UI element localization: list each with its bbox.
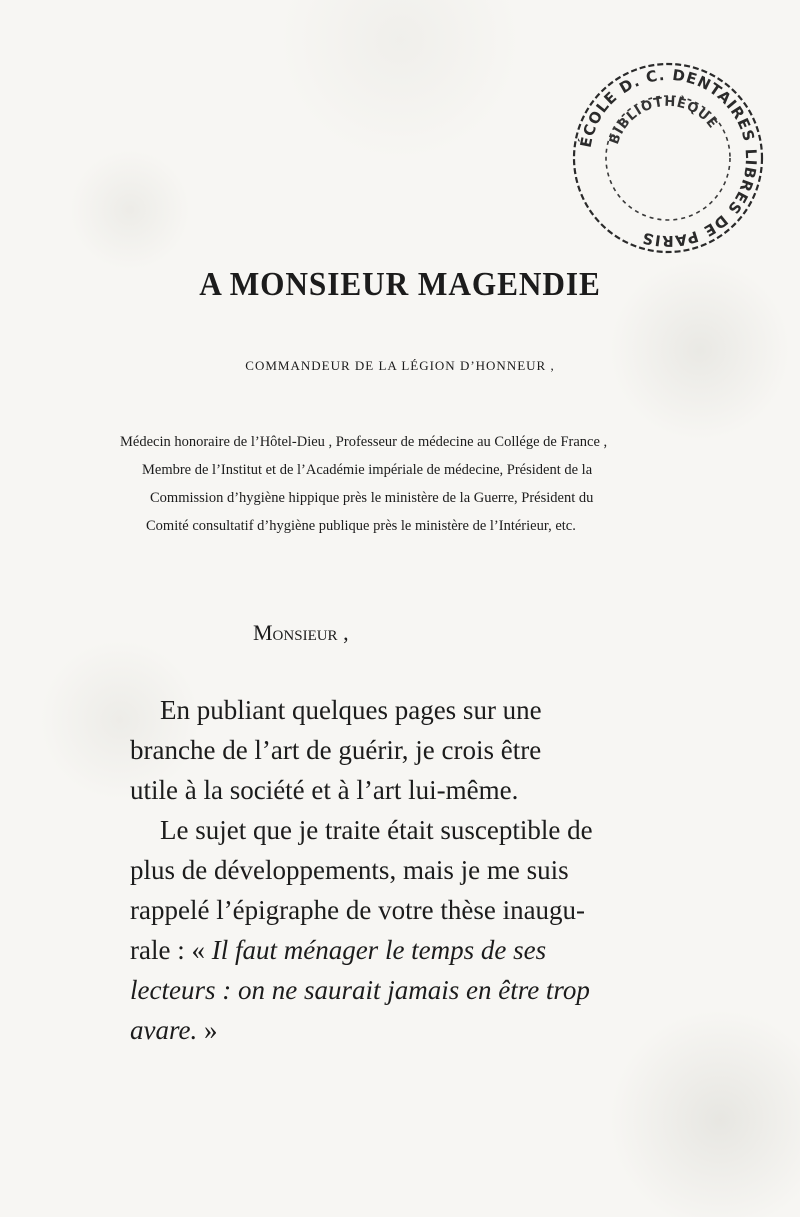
titles-line: Commission d’hygiène hippique près le ministère de la Guerre, Président du — [150, 490, 594, 506]
epigraph-quote: Il faut ménager le temps de ses — [211, 935, 547, 965]
body-line: branche de l’art de guérir, je crois être — [130, 735, 542, 765]
salutation: Monsieur , — [253, 620, 349, 645]
titles-line: Comité consultatif d’hygiène publique près le ministère de l’Intérieur, etc. — [146, 518, 576, 534]
body-line: Le sujet que je traite était susceptible de — [160, 815, 593, 845]
library-stamp — [568, 58, 768, 258]
dedication-title: A MONSIEUR MAGENDIE — [199, 266, 601, 303]
body-line: rappelé l’épigraphe de votre thèse inaugu- — [130, 895, 586, 925]
body-line — [130, 1010, 670, 1050]
svg-text:BIBLIOTHÈQUE: BIBLIOTHÈQUE — [607, 94, 721, 147]
body-text-roman: rale : « — [130, 935, 212, 965]
body-line — [130, 970, 670, 1010]
dedication-subtitle: COMMANDEUR DE LA LÉGION D’HONNEUR , — [245, 358, 555, 373]
dedication-body — [130, 690, 670, 1050]
honorific-titles — [120, 428, 680, 540]
body-line: En publiant quelques pages sur une — [160, 695, 542, 725]
svg-text:ÉCOLE D. C. DENTAIRES LIBRES D: ÉCOLE D. C. DENTAIRES LIBRES DE PARIS — [576, 65, 761, 251]
body-line: plus de développements, mais je me suis — [130, 855, 569, 885]
titles-line: Membre de l’Institut et de l’Académie impériale de médecine, Président de la — [142, 462, 593, 478]
body-line: utile à la société et à l’art lui-même. — [130, 775, 519, 805]
epigraph-quote: avare. — [130, 1015, 198, 1045]
body-text-roman: » — [197, 1015, 218, 1045]
body-line — [130, 930, 670, 970]
titles-line: Médecin honoraire de l’Hôtel-Dieu , Professeur de médecine au Collége de France , — [120, 434, 608, 450]
epigraph-quote: lecteurs : on ne saurait jamais en être trop — [130, 975, 590, 1005]
